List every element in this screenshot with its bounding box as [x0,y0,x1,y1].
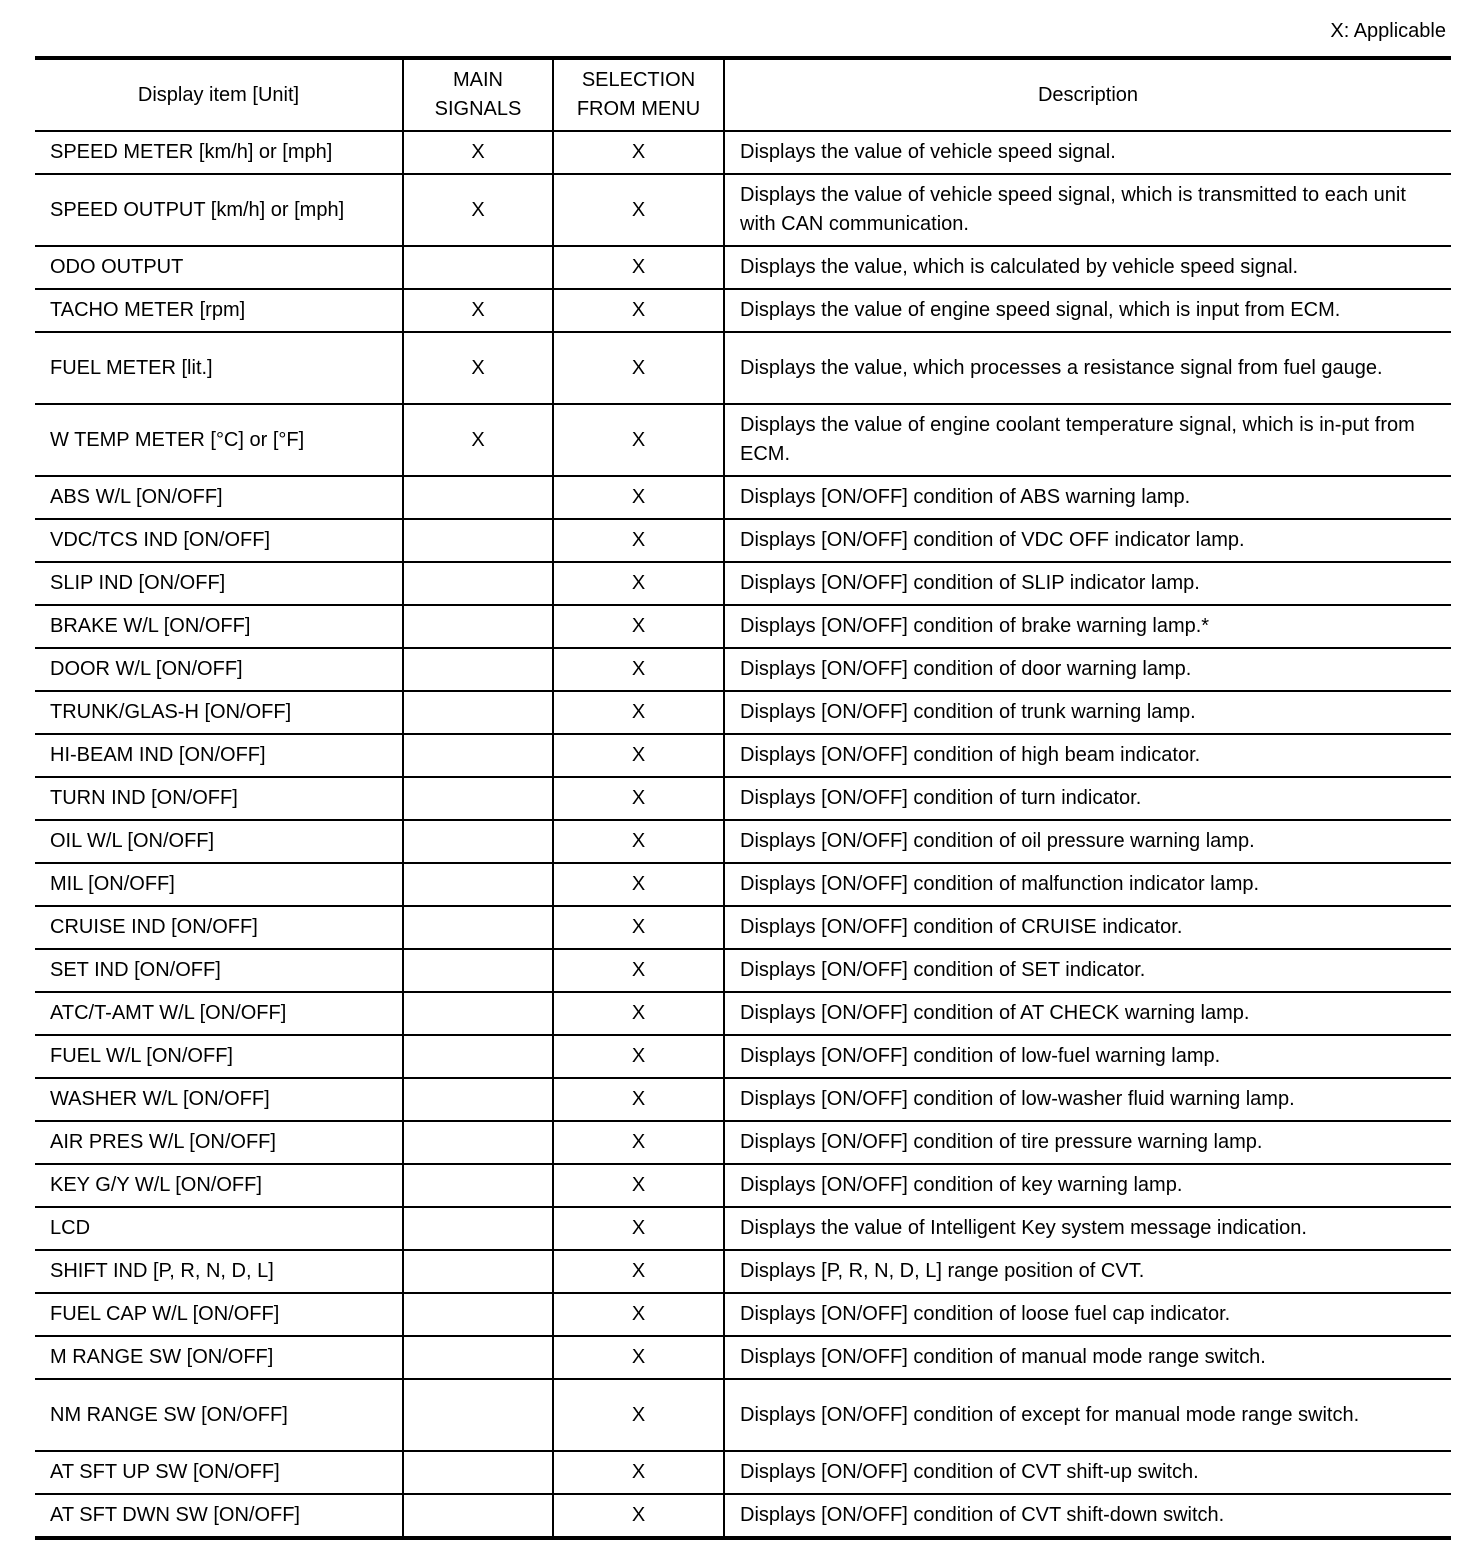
header-display-item: Display item [Unit] [35,58,403,131]
table-row [35,1035,1451,1078]
selection-from-menu-cell: X [553,691,724,734]
selection-from-menu-cell: X [553,1293,724,1336]
main-signals-cell [403,1451,553,1494]
main-signals-cell [403,1035,553,1078]
display-item-cell: AIR PRES W/L [ON/OFF] [35,1121,403,1164]
description-cell: Displays the value of engine coolant temperature signal, which is in-put from ECM. [724,404,1451,476]
main-signals-cell [403,1494,553,1538]
description-cell: Displays [ON/OFF] condition of high beam indicator. [724,734,1451,777]
main-signals-cell [403,476,553,519]
description-cell: Displays [ON/OFF] condition of SLIP indicator lamp. [724,562,1451,605]
main-signals-cell [403,1207,553,1250]
main-signals-cell [403,734,553,777]
main-signals-cell [403,1078,553,1121]
main-signals-cell: X [403,289,553,332]
display-item-cell: VDC/TCS IND [ON/OFF] [35,519,403,562]
header-row [35,58,1451,131]
main-signals-cell: X [403,131,553,174]
display-item-cell: NM RANGE SW [ON/OFF] [35,1379,403,1451]
table-row [35,1451,1451,1494]
selection-from-menu-cell: X [553,1494,724,1538]
selection-from-menu-cell: X [553,992,724,1035]
selection-from-menu-cell: X [553,562,724,605]
main-signals-cell [403,1293,553,1336]
description-cell: Displays [ON/OFF] condition of VDC OFF indicator lamp. [724,519,1451,562]
display-item-cell: BRAKE W/L [ON/OFF] [35,605,403,648]
table-row [35,734,1451,777]
applicable-legend: X: Applicable [1330,20,1446,42]
display-item-cell: SHIFT IND [P, R, N, D, L] [35,1250,403,1293]
main-signals-cell [403,1379,553,1451]
selection-from-menu-cell: X [553,949,724,992]
main-signals-cell [403,1121,553,1164]
selection-from-menu-cell: X [553,289,724,332]
table-body [35,131,1451,1538]
table-row [35,1379,1451,1451]
table-row [35,648,1451,691]
description-cell: Displays the value of vehicle speed signal, which is transmitted to each unit with CAN communication. [724,174,1451,246]
table-row [35,992,1451,1035]
description-cell: Displays [ON/OFF] condition of low-washer fluid warning lamp. [724,1078,1451,1121]
header-description: Description [724,58,1451,131]
table-row [35,863,1451,906]
main-signals-cell [403,1336,553,1379]
main-signals-cell [403,906,553,949]
display-item-cell: FUEL W/L [ON/OFF] [35,1035,403,1078]
description-cell: Displays [ON/OFF] condition of brake warning lamp.* [724,605,1451,648]
table-row [35,691,1451,734]
main-signals-cell [403,863,553,906]
selection-from-menu-cell: X [553,820,724,863]
main-signals-cell [403,949,553,992]
main-signals-cell [403,992,553,1035]
main-signals-cell [403,562,553,605]
main-signals-cell [403,246,553,289]
display-item-cell: FUEL CAP W/L [ON/OFF] [35,1293,403,1336]
display-item-cell: SLIP IND [ON/OFF] [35,562,403,605]
description-cell: Displays the value of Intelligent Key system message indication. [724,1207,1451,1250]
table-row [35,1494,1451,1538]
description-cell: Displays the value of vehicle speed signal. [724,131,1451,174]
main-signals-cell [403,691,553,734]
table-row [35,476,1451,519]
selection-from-menu-cell: X [553,404,724,476]
display-item-cell: W TEMP METER [°C] or [°F] [35,404,403,476]
main-signals-cell [403,1250,553,1293]
selection-from-menu-cell: X [553,648,724,691]
selection-from-menu-cell: X [553,863,724,906]
description-cell: Displays [ON/OFF] condition of except for manual mode range switch. [724,1379,1451,1451]
description-cell: Displays [ON/OFF] condition of ABS warning lamp. [724,476,1451,519]
display-item-cell: LCD [35,1207,403,1250]
table-row [35,174,1451,246]
main-signals-cell [403,519,553,562]
display-item-cell: ODO OUTPUT [35,246,403,289]
selection-from-menu-cell: X [553,734,724,777]
table-row [35,519,1451,562]
display-item-cell: TURN IND [ON/OFF] [35,777,403,820]
table-row [35,562,1451,605]
description-cell: Displays the value, which processes a resistance signal from fuel gauge. [724,332,1451,404]
description-cell: Displays [ON/OFF] condition of AT CHECK warning lamp. [724,992,1451,1035]
main-signals-cell [403,820,553,863]
table-row [35,246,1451,289]
description-cell: Displays [ON/OFF] condition of CRUISE indicator. [724,906,1451,949]
table-row [35,820,1451,863]
main-signals-cell [403,777,553,820]
display-item-cell: M RANGE SW [ON/OFF] [35,1336,403,1379]
main-signals-cell: X [403,404,553,476]
description-cell: Displays [ON/OFF] condition of CVT shift-up switch. [724,1451,1451,1494]
selection-from-menu-cell: X [553,1207,724,1250]
selection-from-menu-cell: X [553,246,724,289]
selection-from-menu-cell: X [553,1035,724,1078]
display-item-cell: TACHO METER [rpm] [35,289,403,332]
table-row [35,1250,1451,1293]
header-selection-from-menu: SELECTION FROM MENU [553,58,724,131]
table-row [35,1078,1451,1121]
table-row [35,332,1451,404]
display-item-cell: SET IND [ON/OFF] [35,949,403,992]
description-cell: Displays the value of engine speed signal, which is input from ECM. [724,289,1451,332]
selection-from-menu-cell: X [553,1250,724,1293]
description-cell: Displays [ON/OFF] condition of SET indicator. [724,949,1451,992]
description-cell: Displays [ON/OFF] condition of malfunction indicator lamp. [724,863,1451,906]
selection-from-menu-cell: X [553,131,724,174]
display-item-cell: TRUNK/GLAS-H [ON/OFF] [35,691,403,734]
selection-from-menu-cell: X [553,1078,724,1121]
display-item-cell: AT SFT DWN SW [ON/OFF] [35,1494,403,1538]
main-signals-cell [403,605,553,648]
selection-from-menu-cell: X [553,332,724,404]
table-row [35,605,1451,648]
selection-from-menu-cell: X [553,1451,724,1494]
description-cell: Displays [ON/OFF] condition of trunk warning lamp. [724,691,1451,734]
display-item-cell: ABS W/L [ON/OFF] [35,476,403,519]
table-row [35,131,1451,174]
display-item-cell: WASHER W/L [ON/OFF] [35,1078,403,1121]
description-cell: Displays [ON/OFF] condition of oil pressure warning lamp. [724,820,1451,863]
selection-from-menu-cell: X [553,777,724,820]
selection-from-menu-cell: X [553,174,724,246]
selection-from-menu-cell: X [553,519,724,562]
display-item-cell: KEY G/Y W/L [ON/OFF] [35,1164,403,1207]
display-item-cell: DOOR W/L [ON/OFF] [35,648,403,691]
display-item-cell: HI-BEAM IND [ON/OFF] [35,734,403,777]
description-cell: Displays [ON/OFF] condition of tire pressure warning lamp. [724,1121,1451,1164]
display-item-cell: AT SFT UP SW [ON/OFF] [35,1451,403,1494]
table-row [35,1293,1451,1336]
main-signals-cell: X [403,174,553,246]
table-row [35,949,1451,992]
display-item-cell: FUEL METER [lit.] [35,332,403,404]
selection-from-menu-cell: X [553,906,724,949]
display-item-cell: CRUISE IND [ON/OFF] [35,906,403,949]
main-signals-cell [403,1164,553,1207]
main-signals-cell: X [403,332,553,404]
display-items-table [35,56,1451,1540]
description-cell: Displays [ON/OFF] condition of key warning lamp. [724,1164,1451,1207]
description-cell: Displays [ON/OFF] condition of loose fuel cap indicator. [724,1293,1451,1336]
selection-from-menu-cell: X [553,1121,724,1164]
table-row [35,1121,1451,1164]
main-signals-cell [403,648,553,691]
description-cell: Displays [ON/OFF] condition of CVT shift-down switch. [724,1494,1451,1538]
selection-from-menu-cell: X [553,1164,724,1207]
table-row [35,289,1451,332]
description-cell: Displays [ON/OFF] condition of turn indicator. [724,777,1451,820]
display-item-cell: SPEED METER [km/h] or [mph] [35,131,403,174]
display-item-cell: SPEED OUTPUT [km/h] or [mph] [35,174,403,246]
description-cell: Displays [ON/OFF] condition of manual mode range switch. [724,1336,1451,1379]
selection-from-menu-cell: X [553,476,724,519]
display-item-cell: ATC/T-AMT W/L [ON/OFF] [35,992,403,1035]
table-row [35,906,1451,949]
table-row [35,777,1451,820]
display-item-cell: MIL [ON/OFF] [35,863,403,906]
selection-from-menu-cell: X [553,1379,724,1451]
description-cell: Displays [P, R, N, D, L] range position of CVT. [724,1250,1451,1293]
table-row [35,1207,1451,1250]
header-main-signals: MAIN SIGNALS [403,58,553,131]
description-cell: Displays [ON/OFF] condition of door warning lamp. [724,648,1451,691]
display-item-cell: OIL W/L [ON/OFF] [35,820,403,863]
selection-from-menu-cell: X [553,1336,724,1379]
selection-from-menu-cell: X [553,605,724,648]
table-row [35,1164,1451,1207]
description-cell: Displays the value, which is calculated by vehicle speed signal. [724,246,1451,289]
description-cell: Displays [ON/OFF] condition of low-fuel warning lamp. [724,1035,1451,1078]
table-row [35,404,1451,476]
table-row [35,1336,1451,1379]
